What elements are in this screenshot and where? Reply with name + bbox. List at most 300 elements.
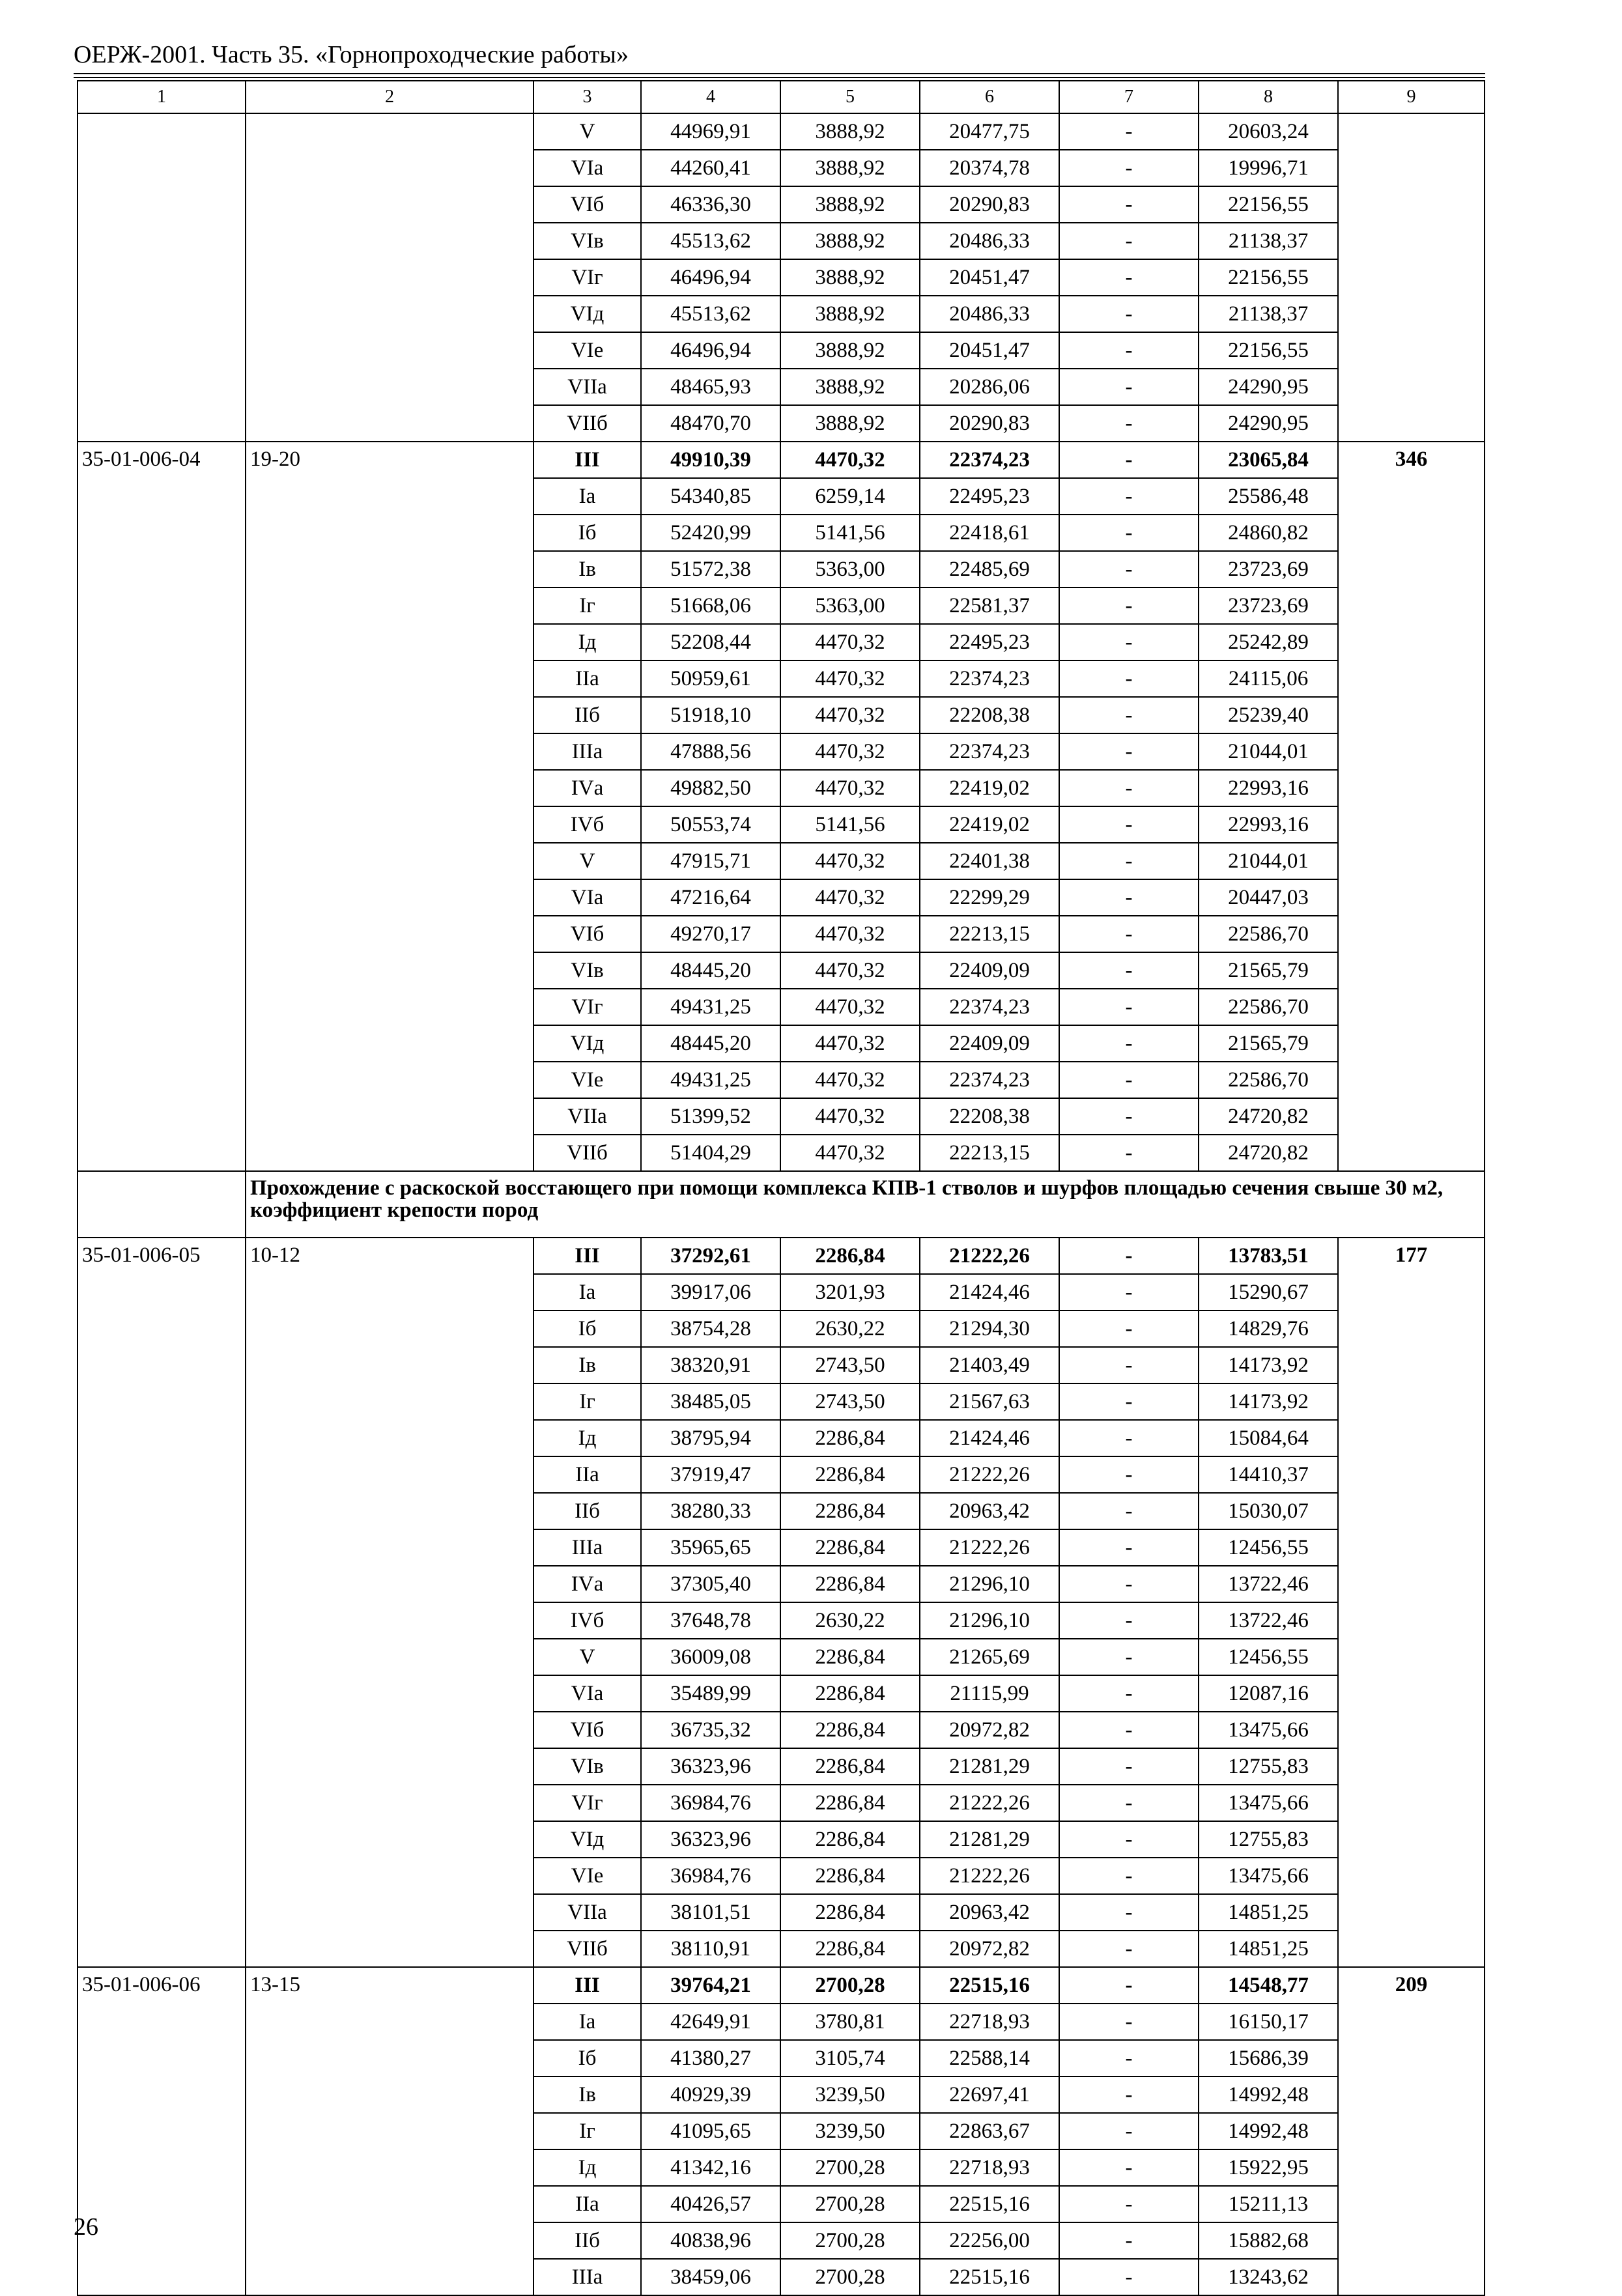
- total-cost: 36323,96: [641, 1748, 780, 1785]
- region-code: Iб: [534, 515, 641, 551]
- region-code: Iд: [534, 624, 641, 660]
- wages: 3888,92: [780, 332, 920, 369]
- machine-cost: 21424,46: [920, 1274, 1059, 1311]
- region-code: VIд: [534, 296, 641, 332]
- column-number-row: [78, 81, 1485, 113]
- materials-cost: 22156,55: [1199, 186, 1338, 223]
- driver-wages: -: [1059, 515, 1199, 551]
- materials-cost: 13475,66: [1199, 1858, 1338, 1894]
- region-code: IVа: [534, 770, 641, 806]
- materials-cost: 21044,01: [1199, 843, 1338, 879]
- materials-cost: 22156,55: [1199, 259, 1338, 296]
- machine-cost: 21115,99: [920, 1675, 1059, 1712]
- driver-wages: -: [1059, 1821, 1199, 1858]
- materials-cost: 14173,92: [1199, 1383, 1338, 1420]
- total-cost: 39917,06: [641, 1274, 780, 1311]
- total-cost: 49910,39: [641, 442, 780, 478]
- wages: 2286,84: [780, 1566, 920, 1602]
- machine-cost: 21403,49: [920, 1347, 1059, 1383]
- materials-cost: 13722,46: [1199, 1602, 1338, 1639]
- materials-cost: 14851,25: [1199, 1894, 1338, 1931]
- wages: 2286,84: [780, 1894, 920, 1931]
- driver-wages: -: [1059, 405, 1199, 442]
- materials-cost: 22586,70: [1199, 989, 1338, 1025]
- region-code: VIв: [534, 1748, 641, 1785]
- materials-cost: 24290,95: [1199, 405, 1338, 442]
- total-cost: 42649,91: [641, 2004, 780, 2040]
- machine-cost: 22697,41: [920, 2076, 1059, 2113]
- region-code: IIIа: [534, 1529, 641, 1566]
- region-code: Iа: [534, 1274, 641, 1311]
- region-code: IIа: [534, 2186, 641, 2222]
- norm-code: 35-01-006-06: [78, 1967, 246, 2295]
- materials-cost: 21138,37: [1199, 223, 1338, 259]
- section-heading: Прохождение с раскоской восстающего при помощи комплекса КПВ-1 стволов и шурфов площадью сечения свыше 30 м2, коэффициент крепости пород: [246, 1171, 1485, 1238]
- total-cost: 36323,96: [641, 1821, 780, 1858]
- materials-cost: 13783,51: [1199, 1238, 1338, 1274]
- materials-cost: 15882,68: [1199, 2222, 1338, 2259]
- materials-cost: 14992,48: [1199, 2076, 1338, 2113]
- machine-cost: 20286,06: [920, 369, 1059, 405]
- rock-hardness-range: 19-20: [246, 442, 534, 1171]
- machine-cost: 21294,30: [920, 1311, 1059, 1347]
- materials-cost: 24720,82: [1199, 1098, 1338, 1135]
- machine-cost: 22515,16: [920, 1967, 1059, 2004]
- total-cost: 51404,29: [641, 1135, 780, 1171]
- driver-wages: -: [1059, 1062, 1199, 1098]
- region-code: VIа: [534, 1675, 641, 1712]
- region-code: III: [534, 442, 641, 478]
- column-number: 5: [780, 81, 920, 113]
- driver-wages: -: [1059, 2186, 1199, 2222]
- wages: 2286,84: [780, 1931, 920, 1967]
- region-code: V: [534, 113, 641, 150]
- driver-wages: -: [1059, 2040, 1199, 2076]
- wages: 2286,84: [780, 1748, 920, 1785]
- machine-cost: 21424,46: [920, 1420, 1059, 1456]
- machine-cost: 22485,69: [920, 551, 1059, 588]
- header-rule: [74, 73, 1485, 74]
- machine-cost: 22374,23: [920, 989, 1059, 1025]
- total-cost: 49270,17: [641, 916, 780, 952]
- region-code: VIв: [534, 952, 641, 989]
- wages: 3888,92: [780, 113, 920, 150]
- driver-wages: -: [1059, 916, 1199, 952]
- materials-cost: 21044,01: [1199, 733, 1338, 770]
- wages: 4470,32: [780, 660, 920, 697]
- total-cost: 38459,06: [641, 2259, 780, 2295]
- driver-wages: -: [1059, 2076, 1199, 2113]
- driver-wages: -: [1059, 1529, 1199, 1566]
- region-code: IIб: [534, 2222, 641, 2259]
- driver-wages: -: [1059, 1785, 1199, 1821]
- driver-wages: -: [1059, 952, 1199, 989]
- wages: 3888,92: [780, 405, 920, 442]
- machine-cost: 22208,38: [920, 1098, 1059, 1135]
- wages: 5363,00: [780, 551, 920, 588]
- wages: 3888,92: [780, 296, 920, 332]
- wages: 2700,28: [780, 1967, 920, 2004]
- region-code: III: [534, 1238, 641, 1274]
- wages: 2286,84: [780, 1785, 920, 1821]
- region-code: VIг: [534, 1785, 641, 1821]
- total-cost: 36984,76: [641, 1858, 780, 1894]
- total-cost: 52208,44: [641, 624, 780, 660]
- machine-cost: 21265,69: [920, 1639, 1059, 1675]
- region-code: V: [534, 1639, 641, 1675]
- total-cost: 47915,71: [641, 843, 780, 879]
- wages: 5363,00: [780, 588, 920, 624]
- table-row: [78, 442, 1485, 478]
- materials-cost: 21565,79: [1199, 1025, 1338, 1062]
- column-number: 1: [78, 81, 246, 113]
- driver-wages: -: [1059, 1712, 1199, 1748]
- materials-cost: 12755,83: [1199, 1748, 1338, 1785]
- wages: 4470,32: [780, 916, 920, 952]
- total-cost: 40838,96: [641, 2222, 780, 2259]
- driver-wages: -: [1059, 770, 1199, 806]
- section-heading-row: [78, 1171, 1485, 1238]
- materials-cost: 21565,79: [1199, 952, 1338, 989]
- materials-cost: 22993,16: [1199, 806, 1338, 843]
- total-cost: 48470,70: [641, 405, 780, 442]
- machine-cost: 22718,93: [920, 2149, 1059, 2186]
- total-cost: 35965,65: [641, 1529, 780, 1566]
- machine-cost: 20290,83: [920, 186, 1059, 223]
- driver-wages: -: [1059, 1347, 1199, 1383]
- region-code: IIб: [534, 1493, 641, 1529]
- materials-cost: 14548,77: [1199, 1967, 1338, 2004]
- wages: 2286,84: [780, 1675, 920, 1712]
- total-cost: 44969,91: [641, 113, 780, 150]
- total-cost: 54340,85: [641, 478, 780, 515]
- region-code: III: [534, 1967, 641, 2004]
- wages: 3888,92: [780, 259, 920, 296]
- column-number: 7: [1059, 81, 1199, 113]
- total-cost: 48445,20: [641, 1025, 780, 1062]
- driver-wages: -: [1059, 1135, 1199, 1171]
- driver-wages: -: [1059, 296, 1199, 332]
- materials-cost: 20603,24: [1199, 113, 1338, 150]
- machine-cost: 21281,29: [920, 1748, 1059, 1785]
- driver-wages: -: [1059, 259, 1199, 296]
- region-code: Iв: [534, 551, 641, 588]
- total-cost: 46336,30: [641, 186, 780, 223]
- region-code: VIIб: [534, 405, 641, 442]
- machine-cost: 21222,26: [920, 1785, 1059, 1821]
- total-cost: 51668,06: [641, 588, 780, 624]
- labor-cost: 209: [1338, 1967, 1485, 2295]
- wages: 3888,92: [780, 150, 920, 186]
- machine-cost: 22718,93: [920, 2004, 1059, 2040]
- wages: 2700,28: [780, 2149, 920, 2186]
- total-cost: 50553,74: [641, 806, 780, 843]
- wages: 2700,28: [780, 2186, 920, 2222]
- total-cost: 37292,61: [641, 1238, 780, 1274]
- machine-cost: 22495,23: [920, 624, 1059, 660]
- total-cost: 46496,94: [641, 332, 780, 369]
- total-cost: 41380,27: [641, 2040, 780, 2076]
- region-code: VIб: [534, 186, 641, 223]
- labor-cost: 346: [1338, 442, 1485, 1171]
- total-cost: 46496,94: [641, 259, 780, 296]
- machine-cost: 22588,14: [920, 2040, 1059, 2076]
- materials-cost: 16150,17: [1199, 2004, 1338, 2040]
- driver-wages: -: [1059, 989, 1199, 1025]
- region-code: Iг: [534, 588, 641, 624]
- machine-cost: 22208,38: [920, 697, 1059, 733]
- wages: 5141,56: [780, 806, 920, 843]
- total-cost: 38320,91: [641, 1347, 780, 1383]
- wages: 3888,92: [780, 223, 920, 259]
- region-code: VIд: [534, 1821, 641, 1858]
- machine-cost: 22419,02: [920, 806, 1059, 843]
- wages: 4470,32: [780, 442, 920, 478]
- wages: 2743,50: [780, 1347, 920, 1383]
- machine-cost: 22401,38: [920, 843, 1059, 879]
- driver-wages: -: [1059, 1967, 1199, 2004]
- wages: 4470,32: [780, 770, 920, 806]
- total-cost: 41095,65: [641, 2113, 780, 2149]
- machine-cost: 21567,63: [920, 1383, 1059, 1420]
- materials-cost: 23723,69: [1199, 551, 1338, 588]
- machine-cost: 20451,47: [920, 332, 1059, 369]
- driver-wages: -: [1059, 697, 1199, 733]
- materials-cost: 25242,89: [1199, 624, 1338, 660]
- region-code: Iб: [534, 2040, 641, 2076]
- materials-cost: 14992,48: [1199, 2113, 1338, 2149]
- total-cost: 40929,39: [641, 2076, 780, 2113]
- wages: 4470,32: [780, 733, 920, 770]
- total-cost: 51918,10: [641, 697, 780, 733]
- rock-hardness-range: [246, 113, 534, 442]
- driver-wages: -: [1059, 2222, 1199, 2259]
- total-cost: 36009,08: [641, 1639, 780, 1675]
- total-cost: 36984,76: [641, 1785, 780, 1821]
- total-cost: 38754,28: [641, 1311, 780, 1347]
- wages: 4470,32: [780, 879, 920, 916]
- machine-cost: 20972,82: [920, 1712, 1059, 1748]
- total-cost: 38795,94: [641, 1420, 780, 1456]
- driver-wages: -: [1059, 442, 1199, 478]
- driver-wages: -: [1059, 660, 1199, 697]
- driver-wages: -: [1059, 1894, 1199, 1931]
- driver-wages: -: [1059, 733, 1199, 770]
- wages: 4470,32: [780, 952, 920, 989]
- driver-wages: -: [1059, 113, 1199, 150]
- wages: 3105,74: [780, 2040, 920, 2076]
- region-code: VIIб: [534, 1135, 641, 1171]
- region-code: VIд: [534, 1025, 641, 1062]
- region-code: Iа: [534, 478, 641, 515]
- machine-cost: 22418,61: [920, 515, 1059, 551]
- wages: 2286,84: [780, 1529, 920, 1566]
- machine-cost: 20486,33: [920, 223, 1059, 259]
- materials-cost: 25586,48: [1199, 478, 1338, 515]
- region-code: VIIа: [534, 1894, 641, 1931]
- wages: 6259,14: [780, 478, 920, 515]
- wages: 2286,84: [780, 1420, 920, 1456]
- wages: 2743,50: [780, 1383, 920, 1420]
- materials-cost: 22993,16: [1199, 770, 1338, 806]
- machine-cost: 22299,29: [920, 879, 1059, 916]
- materials-cost: 12456,55: [1199, 1529, 1338, 1566]
- materials-cost: 21138,37: [1199, 296, 1338, 332]
- region-code: VIIб: [534, 1931, 641, 1967]
- materials-cost: 22586,70: [1199, 1062, 1338, 1098]
- region-code: Iв: [534, 2076, 641, 2113]
- wages: 2700,28: [780, 2222, 920, 2259]
- materials-cost: 13475,66: [1199, 1712, 1338, 1748]
- materials-cost: 22586,70: [1199, 916, 1338, 952]
- total-cost: 49431,25: [641, 989, 780, 1025]
- region-code: VIе: [534, 332, 641, 369]
- machine-cost: 22374,23: [920, 733, 1059, 770]
- machine-cost: 21296,10: [920, 1566, 1059, 1602]
- wages: 3239,50: [780, 2076, 920, 2113]
- machine-cost: 22495,23: [920, 478, 1059, 515]
- driver-wages: -: [1059, 1311, 1199, 1347]
- machine-cost: 22374,23: [920, 442, 1059, 478]
- region-code: IIIа: [534, 2259, 641, 2295]
- materials-cost: 15922,95: [1199, 2149, 1338, 2186]
- wages: 2286,84: [780, 1456, 920, 1493]
- column-number: 8: [1199, 81, 1338, 113]
- wages: 2286,84: [780, 1858, 920, 1894]
- total-cost: 51572,38: [641, 551, 780, 588]
- driver-wages: -: [1059, 806, 1199, 843]
- total-cost: 45513,62: [641, 296, 780, 332]
- wages: 3239,50: [780, 2113, 920, 2149]
- region-code: Iг: [534, 2113, 641, 2149]
- section-blank-cell: [78, 1171, 246, 1238]
- driver-wages: -: [1059, 551, 1199, 588]
- region-code: IIIа: [534, 733, 641, 770]
- total-cost: 52420,99: [641, 515, 780, 551]
- table-row: [78, 1238, 1485, 1274]
- column-number: 3: [534, 81, 641, 113]
- materials-cost: 15084,64: [1199, 1420, 1338, 1456]
- wages: 4470,32: [780, 1062, 920, 1098]
- materials-cost: 12755,83: [1199, 1821, 1338, 1858]
- machine-cost: 22863,67: [920, 2113, 1059, 2149]
- region-code: IIа: [534, 1456, 641, 1493]
- driver-wages: -: [1059, 186, 1199, 223]
- region-code: VIб: [534, 1712, 641, 1748]
- region-code: VIв: [534, 223, 641, 259]
- region-code: IIа: [534, 660, 641, 697]
- region-code: Iг: [534, 1383, 641, 1420]
- materials-cost: 12087,16: [1199, 1675, 1338, 1712]
- driver-wages: -: [1059, 1420, 1199, 1456]
- driver-wages: -: [1059, 223, 1199, 259]
- total-cost: 38280,33: [641, 1493, 780, 1529]
- driver-wages: -: [1059, 1566, 1199, 1602]
- machine-cost: 22409,09: [920, 1025, 1059, 1062]
- wages: 4470,32: [780, 989, 920, 1025]
- materials-cost: 15030,07: [1199, 1493, 1338, 1529]
- machine-cost: 20486,33: [920, 296, 1059, 332]
- region-code: VIб: [534, 916, 641, 952]
- total-cost: 38485,05: [641, 1383, 780, 1420]
- machine-cost: 21222,26: [920, 1529, 1059, 1566]
- header-rule-double: [74, 77, 1485, 78]
- driver-wages: -: [1059, 624, 1199, 660]
- machine-cost: 22515,16: [920, 2259, 1059, 2295]
- materials-cost: 19996,71: [1199, 150, 1338, 186]
- total-cost: 48465,93: [641, 369, 780, 405]
- wages: 2286,84: [780, 1712, 920, 1748]
- column-number: 4: [641, 81, 780, 113]
- total-cost: 40426,57: [641, 2186, 780, 2222]
- region-code: Iа: [534, 2004, 641, 2040]
- materials-cost: 25239,40: [1199, 697, 1338, 733]
- total-cost: 35489,99: [641, 1675, 780, 1712]
- norm-code: 35-01-006-05: [78, 1238, 246, 1967]
- region-code: VIа: [534, 150, 641, 186]
- region-code: IVб: [534, 806, 641, 843]
- materials-cost: 13475,66: [1199, 1785, 1338, 1821]
- machine-cost: 20477,75: [920, 113, 1059, 150]
- driver-wages: -: [1059, 2113, 1199, 2149]
- materials-cost: 23723,69: [1199, 588, 1338, 624]
- materials-cost: 14173,92: [1199, 1347, 1338, 1383]
- norm-code: [78, 113, 246, 442]
- wages: 2286,84: [780, 1821, 920, 1858]
- machine-cost: 22374,23: [920, 1062, 1059, 1098]
- machine-cost: 21281,29: [920, 1821, 1059, 1858]
- materials-cost: 15211,13: [1199, 2186, 1338, 2222]
- wages: 4470,32: [780, 843, 920, 879]
- wages: 4470,32: [780, 697, 920, 733]
- machine-cost: 22213,15: [920, 916, 1059, 952]
- region-code: Iв: [534, 1347, 641, 1383]
- region-code: IVа: [534, 1566, 641, 1602]
- total-cost: 38110,91: [641, 1931, 780, 1967]
- region-code: IIб: [534, 697, 641, 733]
- machine-cost: 21222,26: [920, 1456, 1059, 1493]
- machine-cost: 22409,09: [920, 952, 1059, 989]
- machine-cost: 21296,10: [920, 1602, 1059, 1639]
- total-cost: 37919,47: [641, 1456, 780, 1493]
- labor-cost: 177: [1338, 1238, 1485, 1967]
- wages: 3888,92: [780, 186, 920, 223]
- region-code: Iб: [534, 1311, 641, 1347]
- machine-cost: 22213,15: [920, 1135, 1059, 1171]
- region-code: VIг: [534, 259, 641, 296]
- materials-cost: 23065,84: [1199, 442, 1338, 478]
- driver-wages: -: [1059, 588, 1199, 624]
- driver-wages: -: [1059, 843, 1199, 879]
- region-code: VIг: [534, 989, 641, 1025]
- rock-hardness-range: 13-15: [246, 1967, 534, 2295]
- machine-cost: 22515,16: [920, 2186, 1059, 2222]
- wages: 4470,32: [780, 1098, 920, 1135]
- driver-wages: -: [1059, 478, 1199, 515]
- page-number: 26: [74, 2213, 98, 2241]
- total-cost: 45513,62: [641, 223, 780, 259]
- materials-cost: 24720,82: [1199, 1135, 1338, 1171]
- total-cost: 49431,25: [641, 1062, 780, 1098]
- wages: 2286,84: [780, 1493, 920, 1529]
- driver-wages: -: [1059, 1675, 1199, 1712]
- total-cost: 37305,40: [641, 1566, 780, 1602]
- wages: 4470,32: [780, 1135, 920, 1171]
- materials-cost: 12456,55: [1199, 1639, 1338, 1675]
- materials-cost: 14410,37: [1199, 1456, 1338, 1493]
- region-code: VIIа: [534, 1098, 641, 1135]
- page-header: ОЕРЖ-2001. Часть 35. «Горнопроходческие работы»: [74, 41, 629, 68]
